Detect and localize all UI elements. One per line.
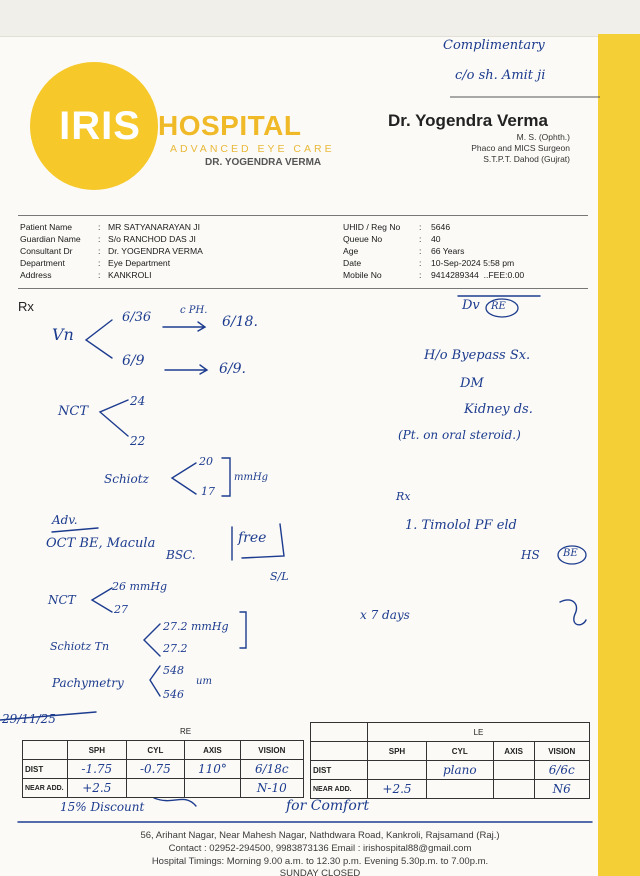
re-dist-sph: -1.75 bbox=[68, 760, 127, 779]
pachy-top: 548 bbox=[163, 664, 184, 677]
re-header-sph: SPH bbox=[68, 741, 127, 760]
age-label: Age bbox=[343, 246, 359, 256]
va-bottom-result: 6/9. bbox=[219, 361, 246, 377]
address-value: KANKROLI bbox=[108, 270, 152, 280]
re-dist-cyl: -0.75 bbox=[126, 760, 185, 779]
le-near-cyl bbox=[426, 780, 493, 799]
hospital-name: HOSPITAL bbox=[158, 110, 302, 141]
rx-dose-eye: BE bbox=[563, 548, 578, 559]
va-top-result: 6/18. bbox=[222, 314, 258, 330]
schiotz2-label: Schiotz Tn bbox=[50, 640, 110, 653]
tail-squiggle bbox=[560, 600, 586, 625]
hospital-tagline: ADVANCED EYE CARE bbox=[170, 143, 335, 155]
age-row: Age : 66 Years bbox=[343, 246, 465, 256]
pachy-bracket bbox=[150, 666, 160, 696]
nct2-bracket bbox=[92, 588, 112, 612]
rx-symbol: Rx bbox=[396, 490, 411, 503]
re-header-vision: VISION bbox=[240, 741, 303, 760]
address-label: Address bbox=[20, 270, 52, 280]
le-header-vision: VISION bbox=[534, 742, 590, 761]
history-bypass: H/o Byepass Sx. bbox=[424, 348, 531, 363]
pachy-unit: um bbox=[196, 676, 212, 687]
re-near-axis bbox=[185, 779, 241, 798]
adv-free: free bbox=[238, 530, 267, 546]
rx-medicine: 1. Timolol PF eld bbox=[405, 518, 517, 533]
re-dist-axis: 110° bbox=[185, 760, 241, 779]
for-note: for Comfort bbox=[286, 798, 370, 814]
le-dist-vision: 6/6c bbox=[534, 761, 590, 780]
arrow-top bbox=[163, 322, 205, 331]
nct-bottom: 22 bbox=[130, 434, 146, 448]
age-value: 66 Years bbox=[431, 246, 465, 256]
schiotz2-close bbox=[240, 612, 246, 648]
schiotz2-bracket bbox=[144, 624, 160, 656]
date-row: Date : 10-Sep-2024 5:58 pm bbox=[343, 258, 515, 268]
schiotz-bracket bbox=[172, 463, 196, 494]
va-top: 6/36 bbox=[122, 310, 152, 325]
date-note: 29/11/25 bbox=[2, 712, 56, 726]
department-value: Eye Department bbox=[108, 258, 171, 268]
footer-timings: Hospital Timings: Morning 9.00 a.m. to 12.30 p.m. Evening 5.30p.m. to 7.00p.m. bbox=[151, 856, 489, 867]
re-header-axis: AXIS bbox=[185, 741, 241, 760]
address-row: Address : KANKROLI bbox=[20, 270, 152, 280]
nct-label: NCT bbox=[58, 404, 88, 419]
nct2-bottom: 27 bbox=[114, 603, 128, 616]
va-bottom: 6/9 bbox=[122, 353, 145, 369]
date-value: 10-Sep-2024 5:58 pm bbox=[431, 258, 515, 268]
pachy-bottom: 546 bbox=[163, 688, 184, 701]
uhid-row: UHID / Reg No : 5646 bbox=[343, 222, 451, 232]
adv-label: Adv. bbox=[52, 513, 78, 527]
sl-label: S/L bbox=[270, 570, 289, 583]
le-dist-label: DIST bbox=[311, 761, 368, 780]
le-title: LE bbox=[368, 723, 590, 742]
guardian-value: S/o RANCHOD DAS JI bbox=[108, 234, 196, 244]
adv-bsc: BSC. bbox=[166, 548, 196, 562]
queue-row: Queue No : 40 bbox=[343, 234, 441, 244]
patient-name-label: Patient Name bbox=[20, 222, 73, 232]
le-near-axis bbox=[493, 780, 534, 799]
guardian-label: Guardian Name bbox=[20, 234, 81, 244]
nct-bracket bbox=[100, 400, 128, 436]
schiotz-top: 20 bbox=[199, 455, 213, 468]
logo-text: IRIS bbox=[59, 104, 141, 148]
nct2-label: NCT bbox=[48, 593, 76, 607]
nct2-top: 26 mmHg bbox=[112, 580, 167, 593]
footer-contact: Contact : 02952-294500, 9983873136 Email : irishospital88@gmail.com bbox=[168, 843, 472, 854]
handwritten-care-of: c/o sh. Amit ji bbox=[455, 68, 546, 83]
nct-top: 24 bbox=[130, 394, 146, 408]
le-dist-axis bbox=[493, 761, 534, 780]
schiotz-close-bracket bbox=[222, 458, 230, 496]
le-dist-cyl: plano bbox=[426, 761, 493, 780]
queue-value: 40 bbox=[431, 234, 441, 244]
le-refraction-table bbox=[310, 722, 590, 799]
uhid-value: 5646 bbox=[431, 222, 451, 232]
re-near-sph: +2.5 bbox=[68, 779, 127, 798]
history-kidney: Kidney ds. bbox=[464, 402, 533, 417]
le-header-cyl: CYL bbox=[426, 742, 493, 761]
le-header-axis: AXIS bbox=[493, 742, 534, 761]
schiotz2-bottom: 27.2 bbox=[163, 642, 188, 655]
dv-label: Dv bbox=[462, 298, 480, 313]
footer-closed: SUNDAY CLOSED bbox=[279, 868, 361, 876]
mobile-row: Mobile No : 9414289344 ..FEE:0.00 bbox=[343, 270, 525, 280]
le-dist-sph bbox=[368, 761, 427, 780]
le-near-vision: N6 bbox=[534, 780, 590, 799]
doctor-affiliation: S.T.P.T. Dahod (Gujrat) bbox=[483, 154, 570, 164]
mobile-value: 9414289344 bbox=[431, 270, 479, 280]
re-dist-vision: 6/18c bbox=[240, 760, 303, 779]
re-near-label: NEAR ADD. bbox=[23, 779, 68, 798]
le-near-sph: +2.5 bbox=[368, 780, 427, 799]
doctor-name: Dr. Yogendra Verma bbox=[388, 111, 548, 130]
date-label: Date bbox=[343, 258, 362, 268]
re-title: RE bbox=[68, 722, 304, 741]
discount-note: 15% Discount bbox=[60, 800, 145, 814]
queue-label: Queue No bbox=[343, 234, 383, 244]
arrow-bottom bbox=[165, 365, 207, 374]
doctor-specialty: Phaco and MICS Surgeon bbox=[471, 143, 570, 153]
schiotz-unit: mmHg bbox=[234, 472, 269, 483]
rx-label: Rx bbox=[18, 299, 34, 314]
adv-oct: OCT BE, Macula bbox=[46, 536, 156, 551]
uhid-label: UHID / Reg No bbox=[343, 222, 401, 232]
re-refraction-table bbox=[22, 722, 304, 798]
pachy-label: Pachymetry bbox=[52, 676, 124, 690]
fee-value: ..FEE:0.00 bbox=[483, 270, 525, 280]
rx-dose: HS bbox=[521, 548, 540, 562]
footer-scribble bbox=[154, 798, 196, 806]
mobile-label: Mobile No bbox=[343, 270, 382, 280]
re-dist-label: DIST bbox=[23, 760, 68, 779]
dv-eye: RE bbox=[491, 301, 506, 312]
doctor-qualification: M. S. (Ophth.) bbox=[516, 132, 570, 142]
schiotz-label: Schiotz bbox=[104, 472, 149, 486]
re-near-cyl bbox=[126, 779, 185, 798]
le-header-sph: SPH bbox=[368, 742, 427, 761]
consultant-label: Consultant Dr bbox=[20, 246, 73, 256]
consultant-value: Dr. YOGENDRA VERMA bbox=[108, 246, 203, 256]
le-near-label: NEAR ADD. bbox=[311, 780, 368, 799]
footer-address: 56, Arihant Nagar, Near Mahesh Nagar, Nathdwara Road, Kankroli, Rajsamand (Raj.) bbox=[140, 830, 500, 841]
patient-name-row: Patient Name : MR SATYANARAYAN JI bbox=[20, 222, 200, 232]
history-dm: DM bbox=[460, 376, 484, 391]
vn-label: Vn bbox=[52, 325, 74, 344]
re-near-vision: N-10 bbox=[240, 779, 303, 798]
department-row: Department : Eye Department bbox=[20, 258, 171, 268]
brand-doctor: DR. YOGENDRA VERMA bbox=[205, 157, 322, 168]
history-steroid: (Pt. on oral steroid.) bbox=[398, 428, 521, 442]
adv-underline bbox=[52, 528, 98, 532]
schiotz2-top: 27.2 mmHg bbox=[163, 620, 229, 633]
re-header-cyl: CYL bbox=[126, 741, 185, 760]
department-label: Department bbox=[20, 258, 65, 268]
schiotz-bottom: 17 bbox=[201, 485, 215, 498]
consultant-row: Consultant Dr : Dr. YOGENDRA VERMA bbox=[20, 246, 203, 256]
va-top-ph: c PH. bbox=[180, 305, 208, 316]
handwritten-complimentary: Complimentary bbox=[443, 38, 545, 53]
guardian-row: Guardian Name : S/o RANCHOD DAS JI bbox=[20, 234, 196, 244]
patient-name-value: MR SATYANARAYAN JI bbox=[108, 222, 200, 232]
duration: x 7 days bbox=[360, 608, 410, 622]
vn-bracket bbox=[86, 320, 112, 358]
